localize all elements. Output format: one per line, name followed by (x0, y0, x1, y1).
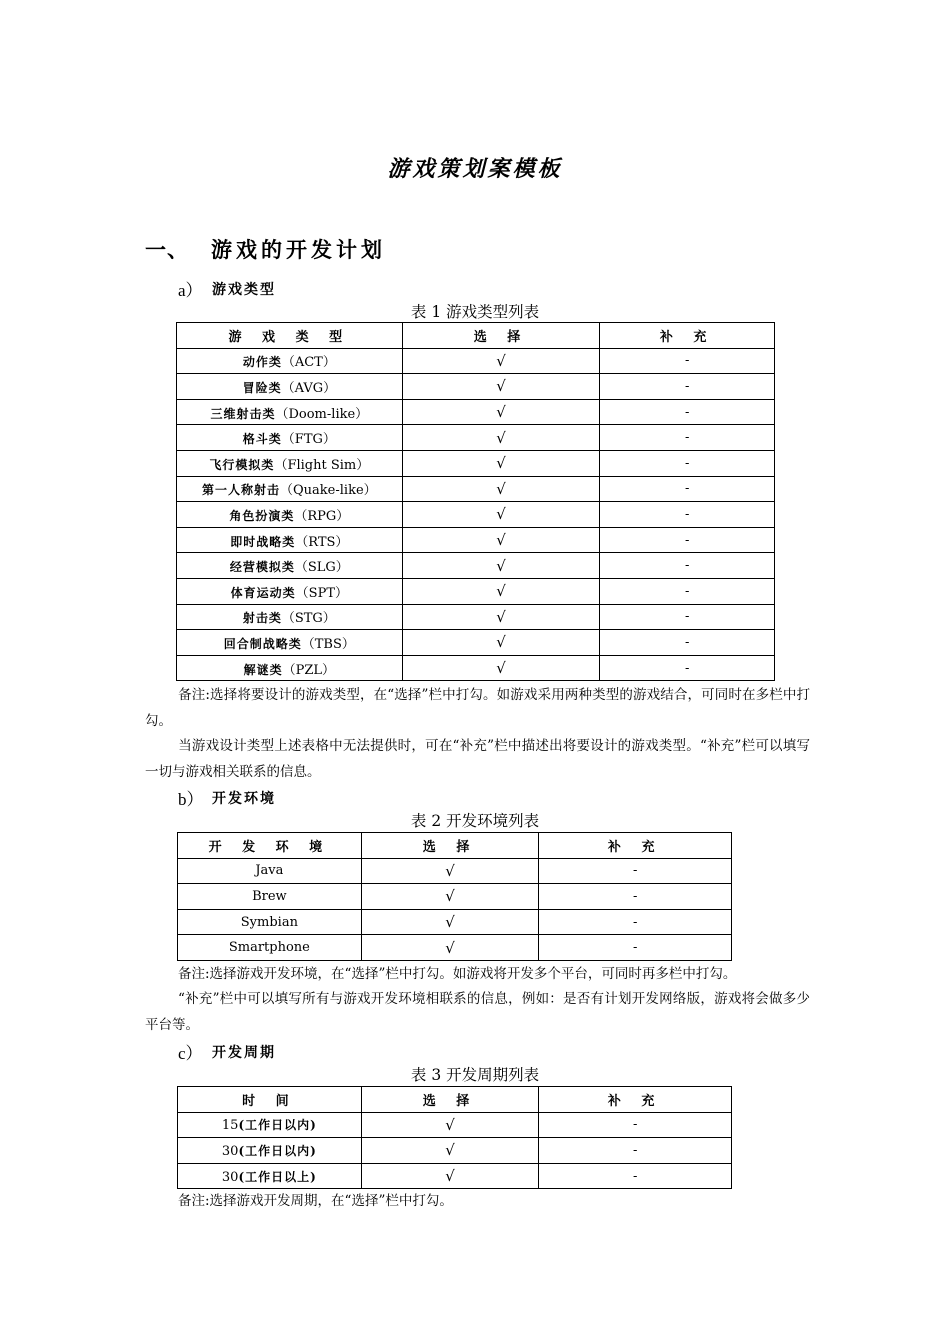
check-mark: √ (361, 1163, 539, 1189)
check-mark: √ (402, 527, 600, 553)
header-select: 选 择 (361, 1087, 539, 1113)
check-mark: √ (402, 502, 600, 528)
header-type: 游 戏 类 型 (177, 323, 403, 349)
row-code: (工作日以上) (238, 1169, 317, 1184)
check-mark: √ (361, 1112, 539, 1138)
table-row (178, 935, 732, 961)
note-text: 备注:选择将要设计的游戏类型，在“选择”栏中打勾。如游戏采用两种类型的游戏结合，可同时在多栏中打勾。 (145, 687, 810, 729)
table-row (177, 476, 775, 502)
check-mark: √ (402, 399, 600, 425)
section-number: 一、 (145, 237, 189, 262)
extra-cell: - (600, 450, 775, 476)
row-name: 即时战略类 (230, 534, 296, 549)
row-name: 回合制战略类 (223, 636, 302, 651)
row-name: 冒险类 (242, 380, 282, 395)
header-extra: 补 充 (600, 323, 775, 349)
extra-cell: - (600, 655, 775, 681)
table2-note-2 (145, 987, 810, 1038)
extra-cell: - (600, 476, 775, 502)
table3-caption: 表 3 开发周期列表 (410, 1066, 540, 1084)
extra-cell: - (539, 858, 732, 884)
check-mark: √ (402, 374, 600, 400)
table-row (177, 425, 775, 451)
row-name-cell (177, 630, 403, 656)
check-mark: √ (402, 425, 600, 451)
table-row (177, 527, 775, 553)
extra-cell: - (600, 578, 775, 604)
table-header-row (177, 323, 775, 349)
extra-cell: - (600, 604, 775, 630)
table-row (178, 1112, 732, 1138)
row-code: （Doom-like） (275, 406, 369, 422)
row-name-cell (178, 1138, 362, 1164)
header-extra: 补 充 (539, 1087, 732, 1113)
row-name: 格斗类 (242, 432, 282, 447)
note-text: 备注:选择游戏开发环境，在“选择”栏中打勾。如游戏将开发多个平台，可同时再多栏中打勾。 (178, 966, 737, 982)
extra-cell: - (600, 502, 775, 528)
row-name-cell (177, 578, 403, 604)
extra-cell: - (600, 425, 775, 451)
header-select: 选 择 (402, 323, 600, 349)
row-code: （RPG） (294, 508, 350, 524)
row-name-cell (177, 527, 403, 553)
dev-cycle-table (177, 1086, 732, 1189)
row-name-cell (177, 348, 403, 374)
check-mark: √ (361, 1138, 539, 1164)
subsection-label: b） (178, 790, 204, 809)
header-extra: 补 充 (539, 833, 732, 859)
row-name-cell (177, 450, 403, 476)
table-row (178, 1163, 732, 1189)
subsection-a (178, 276, 276, 301)
row-name-cell (178, 858, 362, 884)
table-row (177, 604, 775, 630)
row-name: 体育运动类 (230, 585, 296, 600)
row-name-cell (178, 1112, 362, 1138)
row-name: 三维射击类 (210, 406, 276, 421)
row-name-cell (177, 553, 403, 579)
table-row (177, 502, 775, 528)
table-header-row (178, 1087, 732, 1113)
check-mark: √ (402, 604, 600, 630)
extra-cell: - (600, 348, 775, 374)
check-mark: √ (402, 655, 600, 681)
row-name: Brew (252, 888, 287, 904)
check-mark: √ (402, 578, 600, 604)
note-text: “补充”栏中可以填写所有与游戏开发环境相联系的信息，例如：是否有计划开发网络版，游戏将会做多少平台等。 (145, 991, 810, 1033)
row-code: （Quake-like） (280, 483, 377, 499)
row-code: （AVG） (281, 380, 337, 396)
row-code: (工作日以内) (238, 1118, 317, 1133)
row-name: 动作类 (242, 355, 282, 370)
row-name: Java (255, 863, 284, 879)
row-name-cell (177, 425, 403, 451)
row-code: （SPT） (295, 585, 348, 601)
row-name: 解谜类 (243, 662, 283, 677)
row-name: 30 (221, 1143, 239, 1159)
header-select: 选 择 (361, 833, 539, 859)
table-header-row (178, 833, 732, 859)
row-name: 15 (221, 1118, 239, 1134)
check-mark: √ (361, 884, 539, 910)
table-row (178, 884, 732, 910)
row-code: （STG） (281, 611, 336, 627)
dev-env-table (177, 832, 732, 961)
document-title: 游戏策划案模板 (387, 156, 563, 182)
section-heading (145, 234, 386, 264)
row-name: 第一人称射击 (202, 483, 281, 498)
table3-note-1 (145, 1189, 810, 1215)
row-name-cell (177, 655, 403, 681)
table-row (178, 1138, 732, 1164)
table-row (177, 630, 775, 656)
check-mark: √ (402, 348, 600, 374)
row-code: （FTG） (281, 432, 336, 448)
row-name-cell (177, 374, 403, 400)
subsection-c (178, 1039, 276, 1064)
check-mark: √ (361, 909, 539, 935)
game-type-table (176, 322, 775, 681)
check-mark: √ (402, 450, 600, 476)
header-env: 开 发 环 境 (178, 833, 362, 859)
table1-note-1 (145, 683, 810, 734)
table-row (177, 578, 775, 604)
check-mark: √ (361, 858, 539, 884)
note-text: 备注:选择游戏开发周期，在“选择”栏中打勾。 (178, 1193, 453, 1209)
row-code: （ACT） (281, 355, 336, 371)
row-name-cell (177, 502, 403, 528)
check-mark: √ (402, 553, 600, 579)
row-name: 角色扮演类 (229, 508, 295, 523)
row-name-cell (177, 399, 403, 425)
subsection-title: 游戏类型 (212, 281, 276, 298)
extra-cell: - (600, 630, 775, 656)
table1-note-2 (145, 734, 810, 785)
row-name-cell (178, 1163, 362, 1189)
row-name: 经营模拟类 (229, 560, 295, 575)
extra-cell: - (539, 909, 732, 935)
table-row (177, 450, 775, 476)
subsection-b (178, 785, 276, 810)
row-code: （TBS） (301, 636, 355, 652)
section-title: 游戏的开发计划 (211, 237, 386, 262)
extra-cell: - (600, 399, 775, 425)
extra-cell: - (600, 374, 775, 400)
table-row (177, 553, 775, 579)
row-name: 30 (221, 1169, 239, 1185)
row-name: Smartphone (228, 940, 310, 956)
row-code: （RTS） (295, 534, 349, 550)
table-row (178, 858, 732, 884)
extra-cell: - (539, 1163, 732, 1189)
row-code: (工作日以内) (238, 1143, 317, 1158)
row-name-cell (178, 884, 362, 910)
note-text: 当游戏设计类型上述表格中无法提供时，可在“补充”栏中描述出将要设计的游戏类型。“补充”栏可以填写一切与游戏相关联系的信息。 (145, 738, 810, 780)
row-name-cell (178, 909, 362, 935)
extra-cell: - (539, 1138, 732, 1164)
table2-caption: 表 2 开发环境列表 (410, 812, 540, 830)
table2-note-1 (145, 962, 810, 988)
subsection-title: 开发周期 (212, 1044, 276, 1061)
table-row (177, 348, 775, 374)
row-name: 飞行模拟类 (209, 457, 275, 472)
extra-cell: - (600, 527, 775, 553)
row-name: 射击类 (242, 611, 282, 626)
check-mark: √ (361, 935, 539, 961)
extra-cell: - (539, 935, 732, 961)
row-name-cell (178, 935, 362, 961)
header-time: 时 间 (178, 1087, 362, 1113)
row-name: Symbian (240, 914, 298, 930)
row-name-cell (177, 476, 403, 502)
check-mark: √ (402, 630, 600, 656)
row-code: （SLG） (294, 560, 349, 576)
table-row (177, 374, 775, 400)
subsection-label: a） (178, 281, 203, 300)
extra-cell: - (539, 884, 732, 910)
table-row (177, 399, 775, 425)
row-code: （Flight Sim） (274, 457, 370, 473)
row-code: （PZL） (282, 662, 336, 678)
check-mark: √ (402, 476, 600, 502)
table-row (177, 655, 775, 681)
row-name-cell (177, 604, 403, 630)
subsection-label: c） (178, 1044, 203, 1063)
subsection-title: 开发环境 (212, 790, 276, 807)
extra-cell: - (539, 1112, 732, 1138)
table1-caption: 表 1 游戏类型列表 (410, 303, 540, 321)
table-row (178, 909, 732, 935)
extra-cell: - (600, 553, 775, 579)
